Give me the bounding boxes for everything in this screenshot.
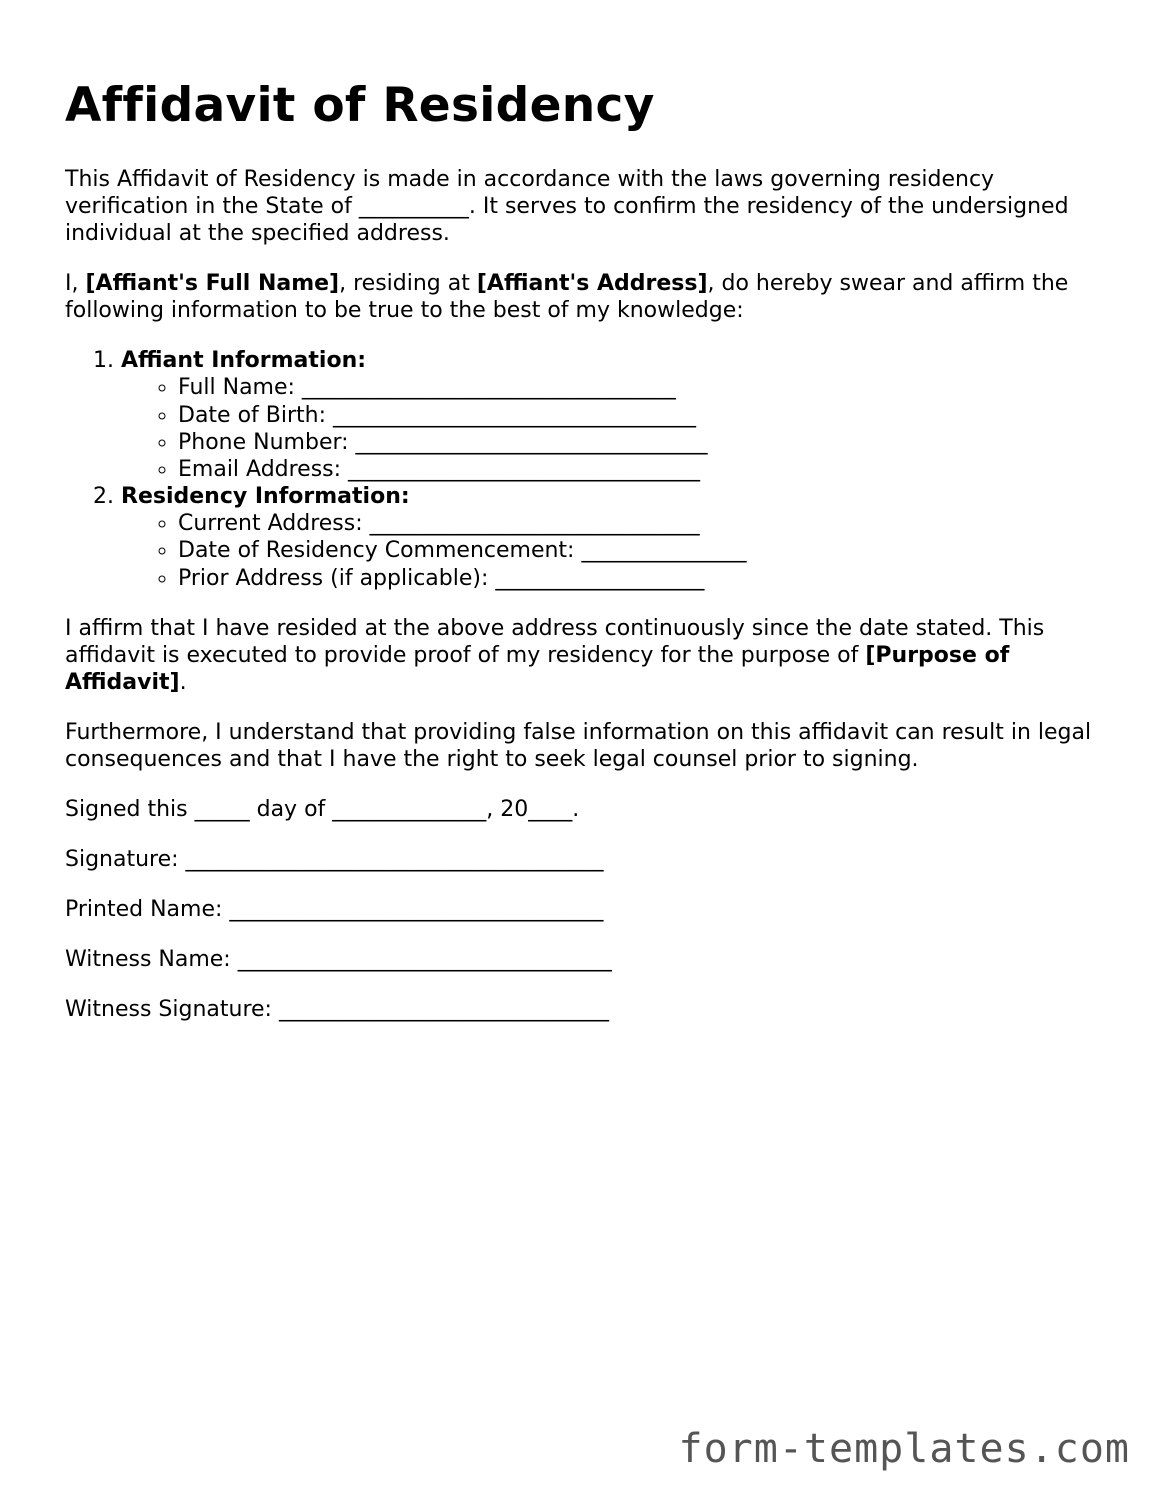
watermark: form-templates.com — [678, 1426, 1130, 1472]
field-email-address: ◦ Email Address: ________________________________ — [178, 456, 1095, 483]
field-full-name: ◦ Full Name: __________________________________ — [178, 374, 1095, 401]
document-page — [65, 78, 1095, 1046]
affirmation-paragraph — [65, 615, 1095, 696]
affiant-name-placeholder: [Affiant's Full Name] — [85, 271, 340, 297]
printed-name-line: Printed Name: __________________________________ — [65, 896, 604, 922]
section-residency-information — [121, 483, 1095, 592]
field-list — [121, 510, 1095, 592]
witness-signature-line: Witness Signature: ______________________________ — [65, 996, 609, 1022]
info-sections — [65, 347, 1095, 591]
field-current-address: ◦ Current Address: ______________________________ — [178, 510, 1095, 537]
document-title: Affidavit of Residency — [65, 78, 655, 133]
oath-middle: , residing at — [339, 271, 470, 297]
oath-paragraph — [65, 270, 1095, 324]
affiant-address-placeholder: [Affiant's Address] — [476, 271, 708, 297]
section-heading: Affiant Information: — [121, 348, 367, 374]
affirmation-text: I affirm that I have resided at the above address continuously since the date stated. This affidavit is executed to provide proof of my residency for the purpose of — [65, 615, 1045, 668]
oath-prefix: I, — [65, 271, 79, 297]
affirmation-end: . — [179, 669, 187, 695]
purpose-placeholder: [Purpose of Affidavit] — [65, 642, 1010, 695]
oath-suffix: , do hereby swear and affirm the following information to be true to the best of my knowledge: — [65, 271, 1069, 324]
signature-block — [65, 796, 1095, 1023]
section-heading: Residency Information: — [121, 484, 410, 510]
witness-name-line: Witness Name: __________________________________ — [65, 946, 612, 972]
signature-line: Signature: ______________________________________ — [65, 846, 604, 872]
field-prior-address: ◦ Prior Address (if applicable): ___________________ — [178, 565, 1095, 592]
field-date-of-birth: ◦ Date of Birth: _________________________________ — [178, 402, 1095, 429]
intro-paragraph: This Affidavit of Residency is made in accordance with the laws governing residency verification in the State of __________. It serves to confirm the residency of the undersigned individual at the specified address. — [65, 167, 1069, 247]
section-affiant-information — [121, 347, 1095, 483]
field-phone-number: ◦ Phone Number: ________________________________ — [178, 429, 1095, 456]
field-residency-commencement: ◦ Date of Residency Commencement: _______________ — [178, 537, 1095, 564]
signed-date-line: Signed this _____ day of ______________, 20____. — [65, 796, 580, 822]
furthermore-paragraph: Furthermore, I understand that providing false information on this affidavit can result in legal consequences and that I have the right to seek legal counsel prior to signing. — [65, 719, 1092, 772]
field-list — [121, 374, 1095, 483]
